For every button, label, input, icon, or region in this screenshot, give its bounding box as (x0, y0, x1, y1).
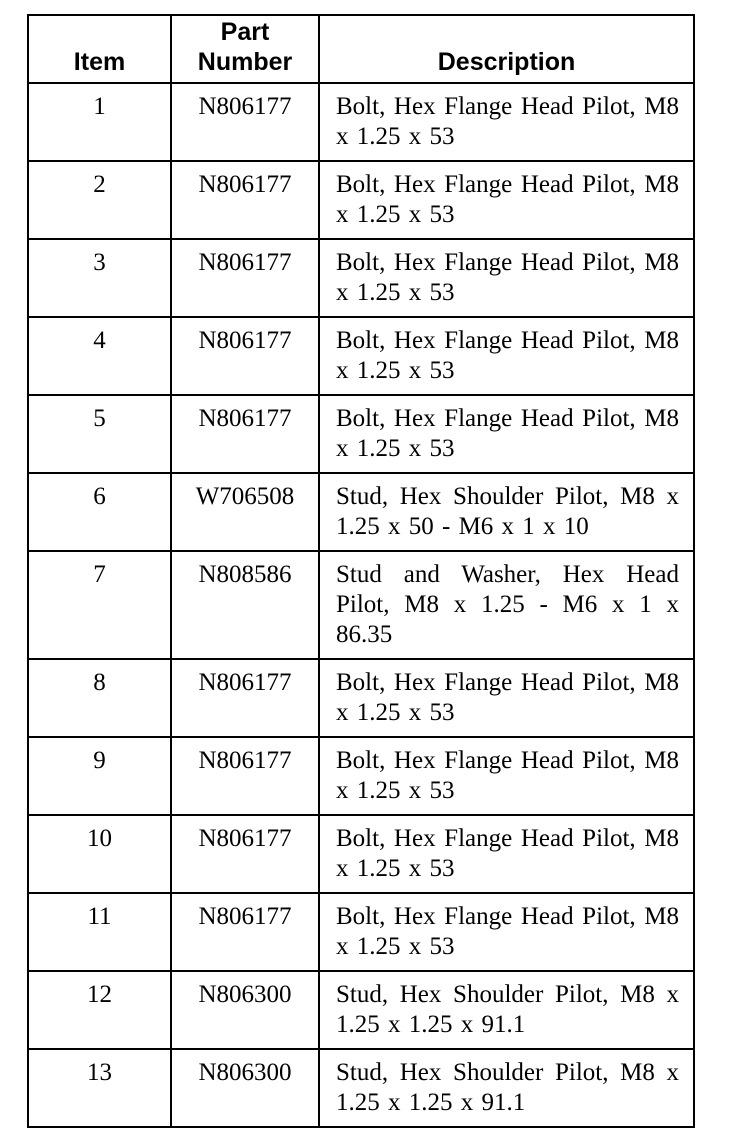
part-number-cell: W706508 (171, 473, 319, 551)
description-cell: Stud, Hex Shoulder Pilot, M8 x 1.25 x 1.25 x 91.1 (319, 1049, 694, 1127)
table-row (28, 161, 694, 239)
header-row (28, 15, 694, 83)
item-cell: 10 (28, 815, 171, 893)
table-row (28, 239, 694, 317)
table-row (28, 737, 694, 815)
part-number-cell: N806177 (171, 395, 319, 473)
description-cell: Stud and Washer, Hex Head Pilot, M8 x 1.25 - M6 x 1 x 86.35 (319, 551, 694, 659)
item-cell: 4 (28, 317, 171, 395)
description-cell: Bolt, Hex Flange Head Pilot, M8 x 1.25 x 53 (319, 317, 694, 395)
table-row (28, 893, 694, 971)
table-row (28, 815, 694, 893)
part-number-cell: N806177 (171, 815, 319, 893)
description-cell: Bolt, Hex Flange Head Pilot, M8 x 1.25 x 53 (319, 893, 694, 971)
part-number-cell: N806177 (171, 659, 319, 737)
description-cell: Stud, Hex Shoulder Pilot, M8 x 1.25 x 50 - M6 x 1 x 10 (319, 473, 694, 551)
part-number-cell: N806177 (171, 737, 319, 815)
description-cell: Stud, Hex Shoulder Pilot, M8 x 1.25 x 1.25 x 91.1 (319, 971, 694, 1049)
table-row (28, 659, 694, 737)
table-row (28, 971, 694, 1049)
description-cell: Bolt, Hex Flange Head Pilot, M8 x 1.25 x 53 (319, 659, 694, 737)
part-number-cell: N806300 (171, 1049, 319, 1127)
item-cell: 6 (28, 473, 171, 551)
part-number-cell: N806177 (171, 893, 319, 971)
part-number-cell: N806300 (171, 971, 319, 1049)
item-cell: 12 (28, 971, 171, 1049)
part-number-cell: N808586 (171, 551, 319, 659)
parts-table-body (28, 83, 694, 1127)
table-row (28, 473, 694, 551)
header-item: Item (28, 15, 171, 83)
description-cell: Bolt, Hex Flange Head Pilot, M8 x 1.25 x 53 (319, 83, 694, 161)
description-cell: Bolt, Hex Flange Head Pilot, M8 x 1.25 x 53 (319, 161, 694, 239)
item-cell: 5 (28, 395, 171, 473)
item-cell: 7 (28, 551, 171, 659)
item-cell: 9 (28, 737, 171, 815)
description-cell: Bolt, Hex Flange Head Pilot, M8 x 1.25 x 53 (319, 737, 694, 815)
part-number-cell: N806177 (171, 161, 319, 239)
table-row (28, 83, 694, 161)
description-cell: Bolt, Hex Flange Head Pilot, M8 x 1.25 x 53 (319, 395, 694, 473)
item-cell: 3 (28, 239, 171, 317)
header-part-line1: Part (220, 18, 270, 46)
table-row (28, 395, 694, 473)
table-row (28, 551, 694, 659)
table-row (28, 317, 694, 395)
item-cell: 11 (28, 893, 171, 971)
header-part-number (171, 15, 319, 83)
table-row (28, 1049, 694, 1127)
item-cell: 1 (28, 83, 171, 161)
item-cell: 8 (28, 659, 171, 737)
part-number-cell: N806177 (171, 317, 319, 395)
header-description: Description (319, 15, 694, 83)
part-number-cell: N806177 (171, 83, 319, 161)
parts-table (27, 14, 695, 1128)
header-part-line2: Number (197, 48, 293, 76)
part-number-cell: N806177 (171, 239, 319, 317)
item-cell: 2 (28, 161, 171, 239)
description-cell: Bolt, Hex Flange Head Pilot, M8 x 1.25 x 53 (319, 815, 694, 893)
item-cell: 13 (28, 1049, 171, 1127)
description-cell: Bolt, Hex Flange Head Pilot, M8 x 1.25 x 53 (319, 239, 694, 317)
